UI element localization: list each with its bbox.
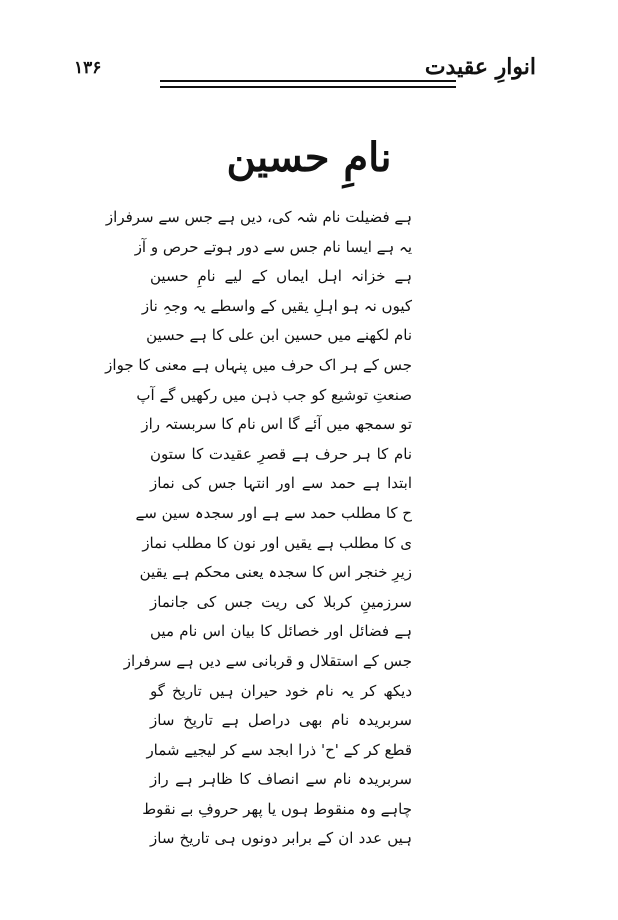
verse-line: قطع کر کے 'ح' ذرا ابجد سے کر لیجیے شمار [146,740,412,759]
verse-line: صنعتِ توشیع کو جب ذہن میں رکھیں گے آپ [136,385,412,404]
verse-line: ابتدا ہے حمد سے اور انتہا جس کی نماز [150,474,412,493]
page-number: ۱۳۶ [74,58,102,78]
verse-line: ہے فضیلت نام شہ کی، دیں ہے جس سے سرفراز [105,208,412,226]
header-rule-top [160,80,456,82]
verse-line: کیوں نہ ہو اہلِ یقیں کے واسطے یہ وجہِ ناز [141,296,412,315]
verse-line: دیکھ کر یہ نام خود حیران ہیں تاریخ گو [150,681,412,700]
verse-line: تو سمجھ میں آئے گا اس نام کا سربستہ راز [141,415,412,434]
verse-line: ہے فضائل اور خصائل کا بیان اس نام میں [150,622,412,641]
verse-line: زیرِ خنجر اس کا سجدہ یعنی محکم ہے یقین [139,563,412,582]
verse-line: یہ ہے ایسا نام جس سے دور ہوتے حرص و آز [134,237,412,256]
header-rule-bottom [160,86,456,88]
verse-line: ح کا مطلب حمد سے ہے اور سجدہ سین سے [135,503,412,522]
verse-line: سربریدہ نام سے انصاف کا ظاہر ہے راز [150,770,412,789]
verse-line: سربریدہ نام بھی دراصل ہے تاریخ ساز [150,711,412,730]
poem-verses [105,203,412,854]
poem-title: نامِ حسین [226,134,392,181]
verse-line: سرزمینِ کربلا کی ریت جس کی جانماز [150,592,412,611]
running-header-title: انوارِ عقیدت [424,54,536,80]
verse-line: نام کا ہر حرف ہے قصرِ عقیدت کا ستون [150,444,412,463]
verse-line: نام لکھنے میں حسین ابن علی کا ہے حسین [146,326,412,345]
verse-line: ہیں عدد ان کے برابر دونوں ہی تاریخ ساز [150,829,412,848]
verse-line: جس کے ہر اک حرف میں پنہاں ہے معنی کا جواز [105,355,412,374]
verse-line: ی کا مطلب ہے یقیں اور نون کا مطلب نماز [142,533,412,552]
verse-line: ہے خزانہ اہل ایماں کے لیے نامِ حسین [150,267,412,286]
verse-line: جس کے استقلال و قربانی سے دیں ہے سرفراز [123,651,412,670]
verse-line: چاہے وہ منقوط ہوں یا پھر حروفِ بے نقوط [142,799,412,818]
